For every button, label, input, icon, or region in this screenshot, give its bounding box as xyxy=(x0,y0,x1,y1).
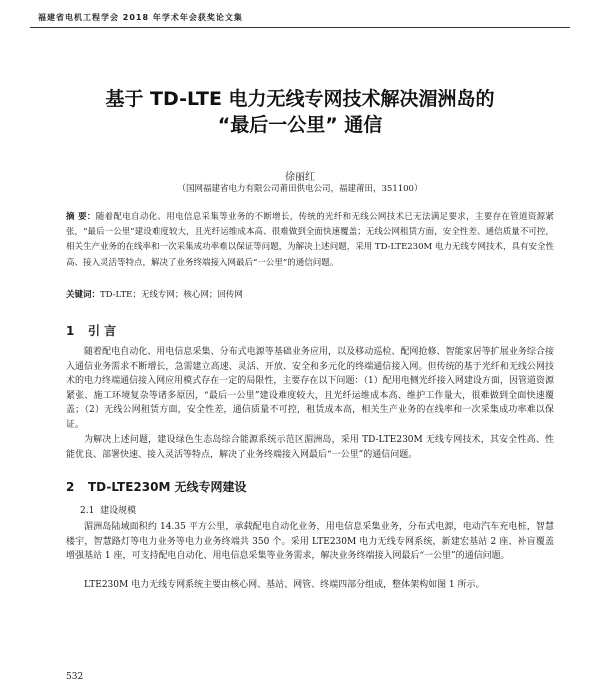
paragraph: 湄洲岛陆域面积约 14.35 平方公里，承载配电自动化业务，用电信息采集业务，分布式电源，电动汽车充电桩，智慧楼宇，智慧路灯等电力业务等电力业务终端共 350 个。采用 LTE230M 电力无线专网系统，新建宏基站 2 座、补盲覆盖增强基站 1 座，可支持配电自动化、用电信息采集等业务需求，解决业务终端接入网最后“一公里”的通信问题。 xyxy=(66,522,554,562)
abstract xyxy=(66,210,554,271)
section-2-heading xyxy=(66,478,247,495)
subsection-2-1-heading xyxy=(80,503,136,516)
section-1-heading xyxy=(66,322,116,339)
keywords-label: 关键词： xyxy=(66,290,101,300)
page-number: 532 xyxy=(66,672,84,682)
paper-title xyxy=(30,86,570,138)
author: 徐丽红 xyxy=(285,172,315,183)
paragraph: 为解决上述问题，建设绿色生态岛综合能源系统示范区湄洲岛，采用 TD-LTE230M 无线专网技术，其安全性高、性能优良、部署快速、接入灵活等特点，解决了业务终端接入网最后“一公里”的通信问题。 xyxy=(66,435,554,460)
paragraph: 随着配电自动化、用电信息采集、分布式电源等基础业务应用，以及移动巡检、配网抢修、智能家居等扩展业务综合接入通信业务需求不断增长，急需建立高速、灵活、开放、安全和多元化的终端通信接入网。但传统的基于光纤和无线公网技术的电力终端通信接入网应用模式存在一定的局限性，主要存在以下问题：（1）配用电侧光纤接入网建设方面，因管道资源紧张、施工环境复杂等诸多原因，“最后一公里”建设难度较大，且光纤运维成本高、维护工作量大，很难做到全面快速覆盖；（2）无线公网租赁方面，安全性差，通信质量不可控，租赁成本高，相关生产业务的在线率和一次采集成功率难以保证。 xyxy=(66,347,554,430)
keywords xyxy=(66,288,554,300)
section-title: 引 言 xyxy=(88,324,117,338)
subsection-title: 建设规模 xyxy=(100,506,137,516)
subsection-number: 2.1 xyxy=(80,506,95,516)
abstract-label: 摘 要： xyxy=(66,212,96,222)
title-line-2: “最后一公里” 通信 xyxy=(217,114,383,136)
section-number: 1 xyxy=(66,324,75,338)
abstract-text: 随着配电自动化、用电信息采集等业务的不断增长，传统的光纤和无线公网技术已无法满足要求，主要存在管道资源紧张，“最后一公里”建设难度较大，且光纤运维成本高、很难做到全面快速覆盖；无线公网租赁方面，安全性差、通信质量不可控，相关生产业务的在线率和一次采集成功率难以保证等问题，为解决上述问题，采用 TD-LTE230M 电力无线专网技术，具有安全性高、接入灵活等特点，解决了业务终端接入网最后“一公里”的通信问题。 xyxy=(66,212,554,268)
section-title: TD-LTE230M 无线专网建设 xyxy=(88,480,247,494)
running-header: 福建省电机工程学会 2018 年学术年会获奖论文集 xyxy=(38,13,243,22)
paragraph: LTE230M 电力无线专网系统主要由核心网、基站、网管、终端四部分组成，整体架构如图 1 所示。 xyxy=(84,580,485,590)
section-number: 2 xyxy=(66,480,75,494)
header-rule xyxy=(30,27,570,28)
keywords-text: TD-LTE；无线专网；核心网；回传网 xyxy=(100,290,243,300)
affiliation: （国网福建省电力有限公司莆田供电公司，福建莆田，351100） xyxy=(177,184,423,194)
title-line-1: 基于 TD-LTE 电力无线专网技术解决湄洲岛的 xyxy=(105,88,495,110)
